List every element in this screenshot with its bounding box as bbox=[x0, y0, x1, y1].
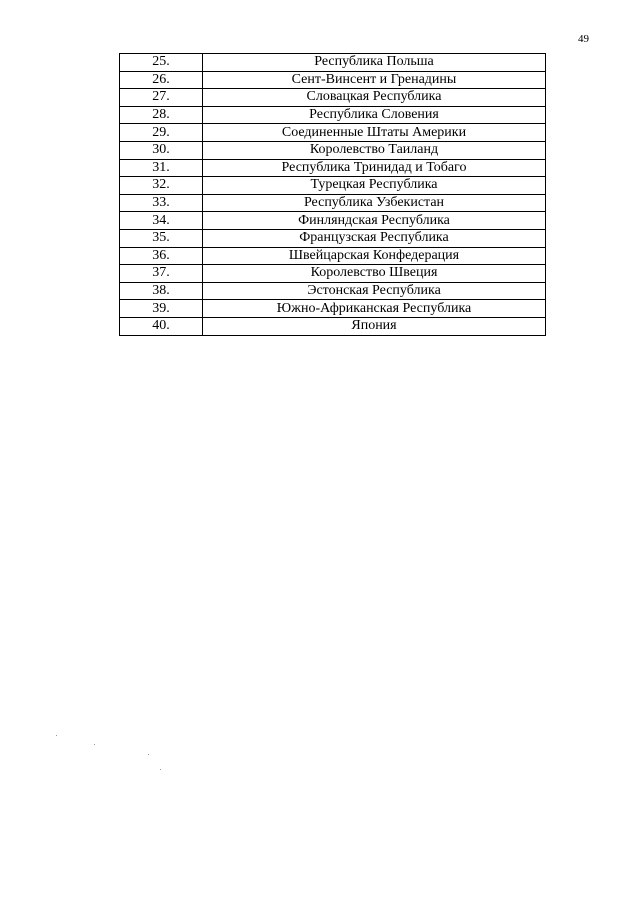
table-row bbox=[120, 89, 546, 107]
countries-table bbox=[119, 53, 546, 336]
row-number: 29. bbox=[120, 124, 203, 142]
row-number: 37. bbox=[120, 265, 203, 283]
country-name: Южно-Африканская Республика bbox=[203, 300, 546, 318]
country-name: Япония bbox=[203, 317, 546, 335]
row-number: 31. bbox=[120, 159, 203, 177]
country-name: Турецкая Республика bbox=[203, 177, 546, 195]
table-row bbox=[120, 265, 546, 283]
table-row bbox=[120, 54, 546, 72]
table-row bbox=[120, 177, 546, 195]
table-row bbox=[120, 106, 546, 124]
table-row bbox=[120, 300, 546, 318]
table-row bbox=[120, 317, 546, 335]
page-number: 49 bbox=[578, 33, 589, 45]
country-name: Республика Словения bbox=[203, 106, 546, 124]
country-name: Республика Тринидад и Тобаго bbox=[203, 159, 546, 177]
country-name: Финляндская Республика bbox=[203, 212, 546, 230]
country-name: Словацкая Республика bbox=[203, 89, 546, 107]
table-row bbox=[120, 194, 546, 212]
row-number: 26. bbox=[120, 71, 203, 89]
scan-speck bbox=[148, 754, 149, 755]
row-number: 40. bbox=[120, 317, 203, 335]
table-row bbox=[120, 141, 546, 159]
table-row bbox=[120, 282, 546, 300]
country-name: Соединенные Штаты Америки bbox=[203, 124, 546, 142]
table-row bbox=[120, 247, 546, 265]
row-number: 30. bbox=[120, 141, 203, 159]
row-number: 32. bbox=[120, 177, 203, 195]
row-number: 38. bbox=[120, 282, 203, 300]
country-name: Французская Республика bbox=[203, 229, 546, 247]
table-row bbox=[120, 71, 546, 89]
table-row bbox=[120, 124, 546, 142]
scan-speck bbox=[56, 735, 57, 736]
table-row bbox=[120, 229, 546, 247]
table-row bbox=[120, 212, 546, 230]
table-row bbox=[120, 159, 546, 177]
country-name: Швейцарская Конфедерация bbox=[203, 247, 546, 265]
row-number: 39. bbox=[120, 300, 203, 318]
row-number: 34. bbox=[120, 212, 203, 230]
country-name: Сент-Винсент и Гренадины bbox=[203, 71, 546, 89]
row-number: 28. bbox=[120, 106, 203, 124]
scan-speck bbox=[160, 769, 161, 770]
country-name: Королевство Швеция bbox=[203, 265, 546, 283]
country-name: Королевство Таиланд bbox=[203, 141, 546, 159]
row-number: 27. bbox=[120, 89, 203, 107]
country-name: Республика Узбекистан bbox=[203, 194, 546, 212]
row-number: 33. bbox=[120, 194, 203, 212]
row-number: 25. bbox=[120, 54, 203, 72]
scan-speck bbox=[94, 744, 95, 745]
country-name: Республика Польша bbox=[203, 54, 546, 72]
country-name: Эстонская Республика bbox=[203, 282, 546, 300]
row-number: 35. bbox=[120, 229, 203, 247]
row-number: 36. bbox=[120, 247, 203, 265]
